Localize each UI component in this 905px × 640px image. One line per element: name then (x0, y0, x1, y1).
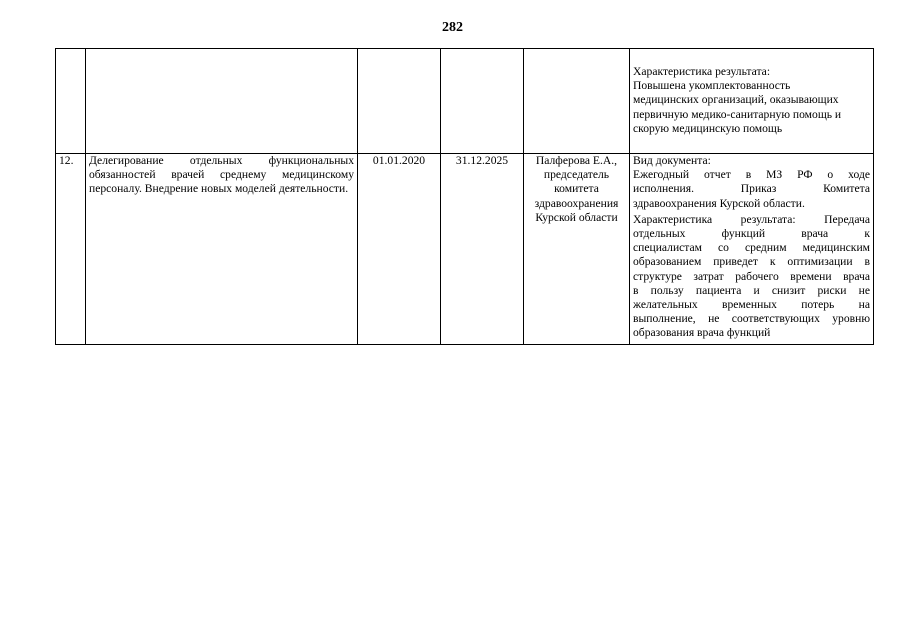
end-date-cell: 31.12.2025 (441, 154, 524, 345)
result-line: отдельных функций врача к (633, 227, 870, 241)
end-date-cell (441, 49, 524, 154)
row-number-cell: 12. (56, 154, 86, 345)
responsible-line: Палферова Е.А., (535, 154, 618, 167)
document-line: Ежегодный отчет в МЗ РФ о ходе (633, 168, 870, 182)
responsible-line: председатель (543, 168, 610, 182)
result-line: скорую медицинскую помощь (633, 121, 783, 135)
result-line: Характеристика результата: Передача (633, 212, 870, 226)
responsible-cell (524, 154, 630, 345)
result-line: желательных временных потерь на (633, 298, 870, 312)
result-line: структуре затрат рабочего времени врача (633, 269, 870, 283)
measure-name-cell: Делегирование отдельных функциональных обязанностей врачей среднему медицинскому персоналу. Внедрение новых моделей деятельности. (86, 154, 358, 345)
responsible-line: Курской области (535, 210, 618, 224)
responsible-line: здравоохранения (534, 196, 619, 210)
result-line: Повышена укомплектованность (633, 79, 791, 93)
document-line: здравоохранения Курской области. (633, 196, 805, 210)
measure-name-cell (86, 49, 358, 154)
start-date-cell: 01.01.2020 (358, 154, 441, 345)
responsible-line: комитета (554, 182, 599, 196)
result-description-cell (630, 154, 874, 345)
result-label: Характеристика результата: (633, 65, 771, 78)
result-description-cell (630, 49, 874, 154)
result-line: первичную медико-санитарную помощь и (633, 107, 842, 121)
result-line: медицинских организаций, оказывающих (633, 93, 839, 107)
result-line: образования врача функций (633, 326, 771, 340)
plan-table (55, 48, 874, 345)
result-line: образованием приведет к оптимизации в (633, 255, 870, 269)
table-row (56, 49, 874, 154)
responsible-cell (524, 49, 630, 154)
result-line: выполнение, не соответствующих уровню (633, 312, 870, 326)
row-number-cell (56, 49, 86, 154)
document-line: исполнения. Приказ Комитета (633, 182, 870, 196)
result-line: специалистам со средним медицинским (633, 241, 870, 255)
table-row (56, 154, 874, 345)
document-label: Вид документа: (633, 154, 711, 167)
page-number: 282 (442, 20, 463, 35)
result-line: в пользу пациента и снизит риски не (633, 283, 870, 297)
start-date-cell (358, 49, 441, 154)
